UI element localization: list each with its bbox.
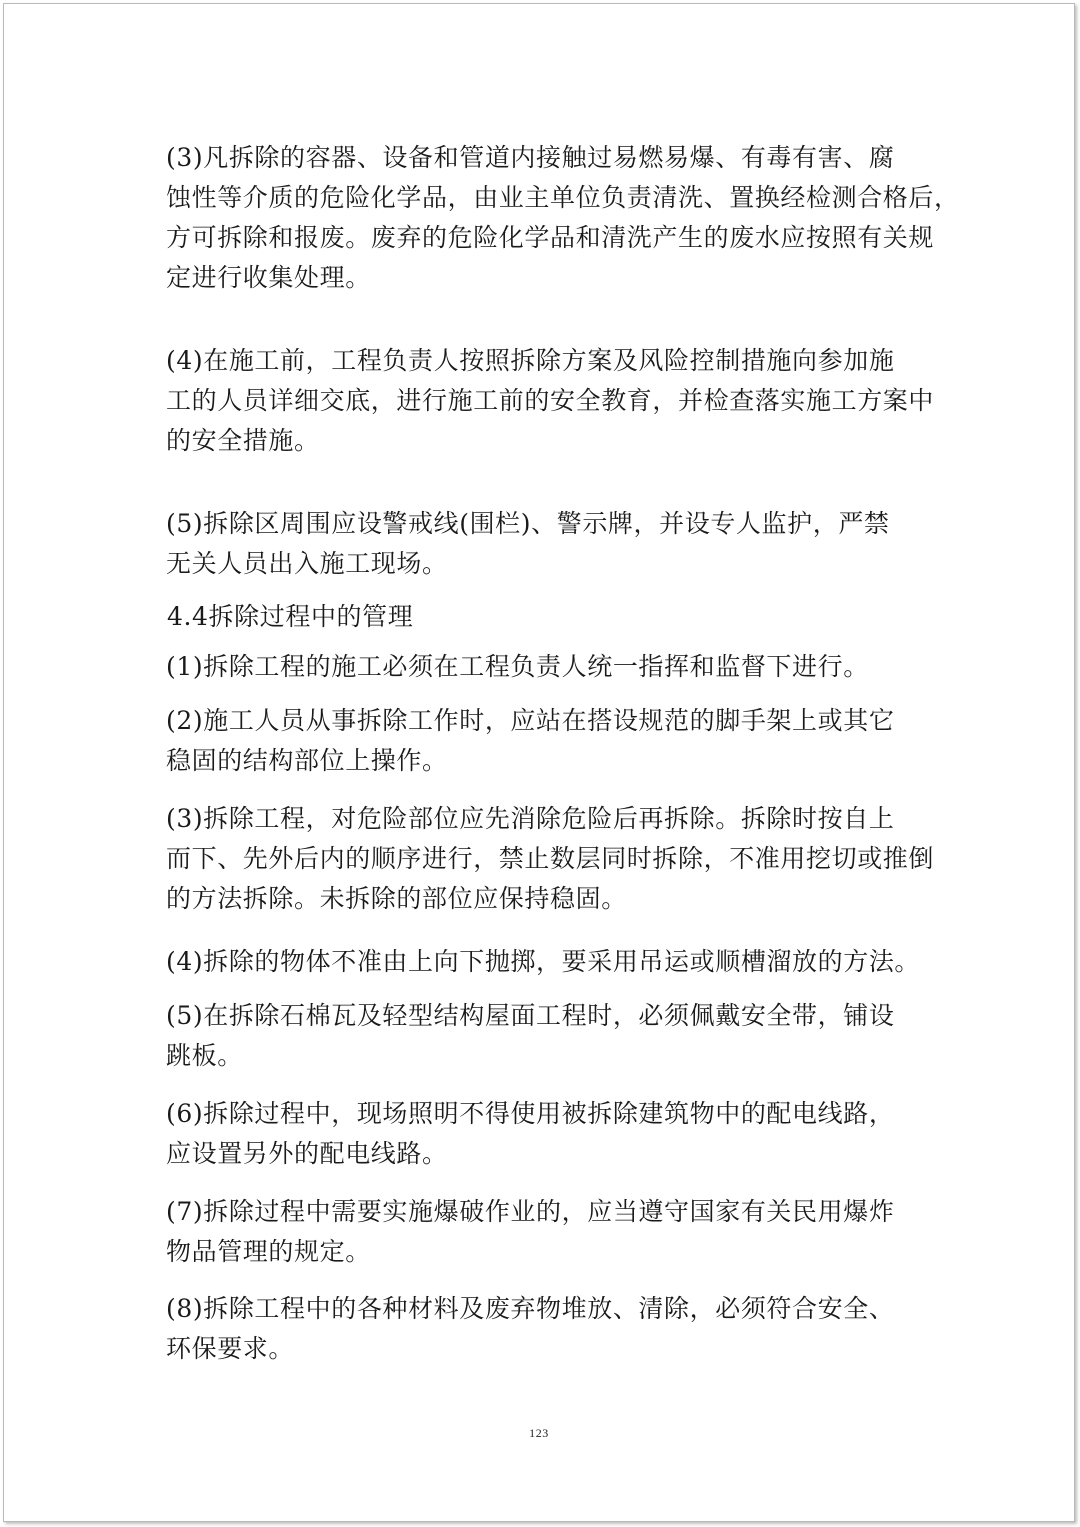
text-line: (3)拆除工程，对危险部位应先消除危险后再拆除。拆除时按自上	[166, 804, 895, 833]
text-line: 的方法拆除。未拆除的部位应保持稳固。	[166, 884, 627, 913]
page-content	[4, 4, 1074, 1521]
text-line: (5)在拆除石棉瓦及轻型结构屋面工程时，必须佩戴安全带，铺设	[166, 1001, 895, 1030]
document-page	[3, 3, 1075, 1522]
paragraph-8-materials	[166, 1289, 921, 1369]
paragraph-5-asbestos-roof	[166, 996, 921, 1076]
paragraph-3-demolition-order	[166, 799, 935, 919]
paragraph-7-blasting	[166, 1192, 921, 1272]
text-line: 的安全措施。	[166, 426, 320, 455]
text-line: (1)拆除工程的施工必须在工程负责人统一指挥和监督下进行。	[166, 652, 869, 681]
text-line: 跳板。	[166, 1041, 243, 1070]
text-line: (8)拆除工程中的各种材料及废弃物堆放、清除，必须符合安全、	[166, 1294, 895, 1323]
paragraph-5-warning-line	[166, 504, 921, 584]
section-heading-4-4	[167, 597, 922, 637]
page-number: 123	[529, 1426, 549, 1440]
paragraph-4-no-throwing	[166, 942, 921, 982]
paragraph-4-safety-briefing	[166, 341, 935, 461]
text-line: 物品管理的规定。	[166, 1237, 371, 1266]
text-line: (2)施工人员从事拆除工作时，应站在搭设规范的脚手架上或其它	[166, 706, 895, 735]
text-line: (4)在施工前，工程负责人按照拆除方案及风险控制措施向参加施	[166, 346, 895, 375]
text-line: (5)拆除区周围应设警戒线(围栏)、警示牌，并设专人监护，严禁	[166, 509, 890, 538]
paragraph-1-unified-command	[166, 647, 921, 687]
paragraph-3-hazardous-chemicals	[166, 138, 960, 298]
text-line: (7)拆除过程中需要实施爆破作业的，应当遵守国家有关民用爆炸	[166, 1197, 895, 1226]
text-line: 稳固的结构部位上操作。	[166, 746, 448, 775]
text-line: 应设置另外的配电线路。	[166, 1139, 448, 1168]
text-line: (6)拆除过程中，现场照明不得使用被拆除建筑物中的配电线路，	[166, 1099, 895, 1128]
paragraph-2-scaffolding	[166, 701, 921, 781]
text-line: 工的人员详细交底，进行施工前的安全教育，并检查落实施工方案中	[166, 386, 935, 415]
text-line: 无关人员出入施工现场。	[166, 549, 448, 578]
text-line: 而下、先外后内的顺序进行，禁止数层同时拆除，不准用挖切或推倒	[166, 844, 935, 873]
text-line: 方可拆除和报废。废弃的危险化学品和清洗产生的废水应按照有关规	[166, 223, 935, 252]
text-line: 定进行收集处理。	[166, 263, 371, 292]
paragraph-6-lighting	[166, 1094, 921, 1174]
text-line: (4)拆除的物体不准由上向下抛掷，要采用吊运或顺槽溜放的方法。	[166, 947, 921, 976]
text-line: 蚀性等介质的危险化学品，由业主单位负责清洗、置换经检测合格后，	[166, 183, 960, 212]
section-heading-text: 4.4拆除过程中的管理	[167, 602, 414, 631]
text-line: 环保要求。	[166, 1334, 295, 1363]
text-line: (3)凡拆除的容器、设备和管道内接触过易燃易爆、有毒有害、腐	[166, 143, 895, 172]
